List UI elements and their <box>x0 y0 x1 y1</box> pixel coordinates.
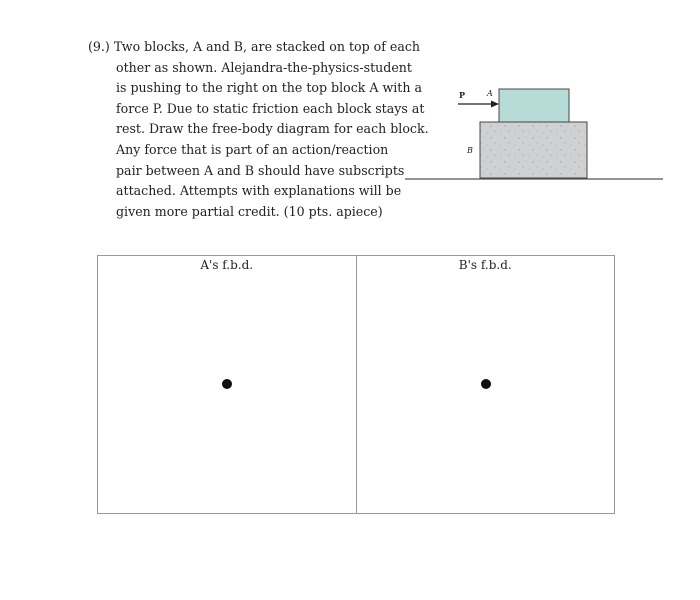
block-b <box>480 122 587 178</box>
fbd-title-b: B's f.b.d. <box>458 258 512 272</box>
fbd-boxes <box>97 255 615 514</box>
problem-line-5: rest. Draw the free-body diagram for each block. <box>116 121 429 137</box>
block-b-label: B <box>467 146 473 155</box>
problem-text-line: Two blocks, A and B, are stacked on top of each <box>113 39 421 54</box>
force-label-p: P <box>459 90 466 100</box>
problem-line-4: force P. Due to static friction each block stays at <box>116 100 425 116</box>
problem-line-2: other as shown. Alejandra-the-physics-student <box>116 59 412 75</box>
stacked-blocks-figure <box>405 75 667 185</box>
fbd-panel-b[interactable] <box>356 256 615 513</box>
arrow-head-icon <box>491 101 499 108</box>
fbd-dot-a <box>222 379 232 389</box>
problem-line-1 <box>88 37 421 58</box>
problem-number: (9.) <box>88 39 110 54</box>
fbd-dot-b <box>481 379 491 389</box>
block-a <box>499 89 569 122</box>
problem-line-9: given more partial credit. (10 pts. apiece) <box>116 203 383 219</box>
problem-line-7: pair between A and B should have subscripts <box>116 162 405 178</box>
problem-line-8: attached. Attempts with explanations will be <box>116 183 402 199</box>
problem-line-3: is pushing to the right on the top block A with a <box>116 80 422 96</box>
fbd-panel-a[interactable] <box>98 256 356 513</box>
problem-statement <box>88 37 429 222</box>
block-a-label: A <box>487 89 493 98</box>
problem-line-6: Any force that is part of an action/reaction <box>116 141 389 157</box>
fbd-title-a: A's f.b.d. <box>200 258 254 272</box>
